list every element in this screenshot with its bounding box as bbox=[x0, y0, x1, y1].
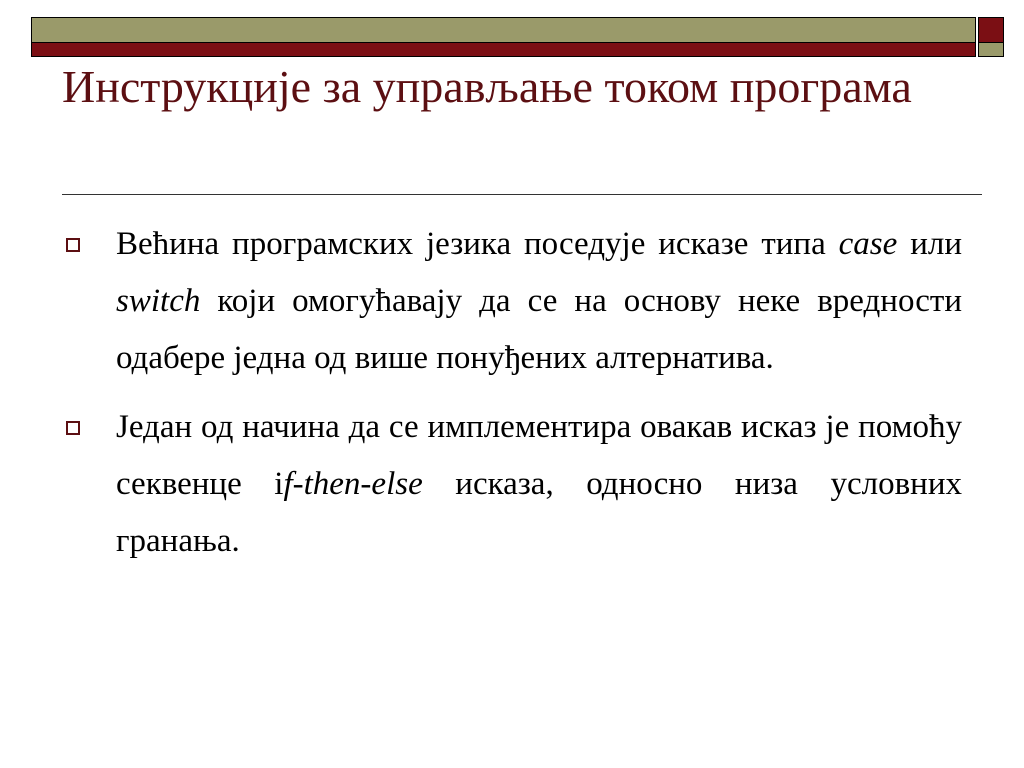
bullet-text-run: Један од начина да се имплементира овакав исказ је помоћу секвенце i bbox=[116, 409, 962, 502]
header-corner-square-maroon bbox=[978, 17, 1004, 43]
bullet-list bbox=[62, 216, 962, 582]
slide-title: Инструкције за управљање током програма bbox=[62, 61, 912, 112]
bullet-text-run-italic: switch bbox=[116, 283, 201, 319]
header-band-olive bbox=[31, 17, 976, 43]
hollow-square-bullet-icon bbox=[66, 421, 80, 435]
header-corner-square-olive bbox=[978, 43, 1004, 57]
header-band-maroon bbox=[31, 43, 976, 57]
bullet-text bbox=[116, 216, 962, 387]
bullet-text-run: који омогућавају да се на основу неке вредности одабере једна од више понуђених алтернатива. bbox=[116, 283, 962, 376]
bullet-text bbox=[116, 399, 962, 570]
title-divider bbox=[62, 194, 982, 195]
bullet-text-run: Већина програмских језика поседује исказе типа bbox=[116, 226, 839, 262]
bullet-text-run: или bbox=[897, 226, 962, 262]
bullet-item bbox=[62, 399, 962, 570]
bullet-text-run: исказа, односно низа условних гранања. bbox=[116, 466, 962, 559]
bullet-text-run-italic: case bbox=[838, 226, 898, 262]
bullet-item bbox=[62, 216, 962, 387]
hollow-square-bullet-icon bbox=[66, 238, 80, 252]
bullet-text-run-italic: f-then-else bbox=[283, 466, 423, 502]
